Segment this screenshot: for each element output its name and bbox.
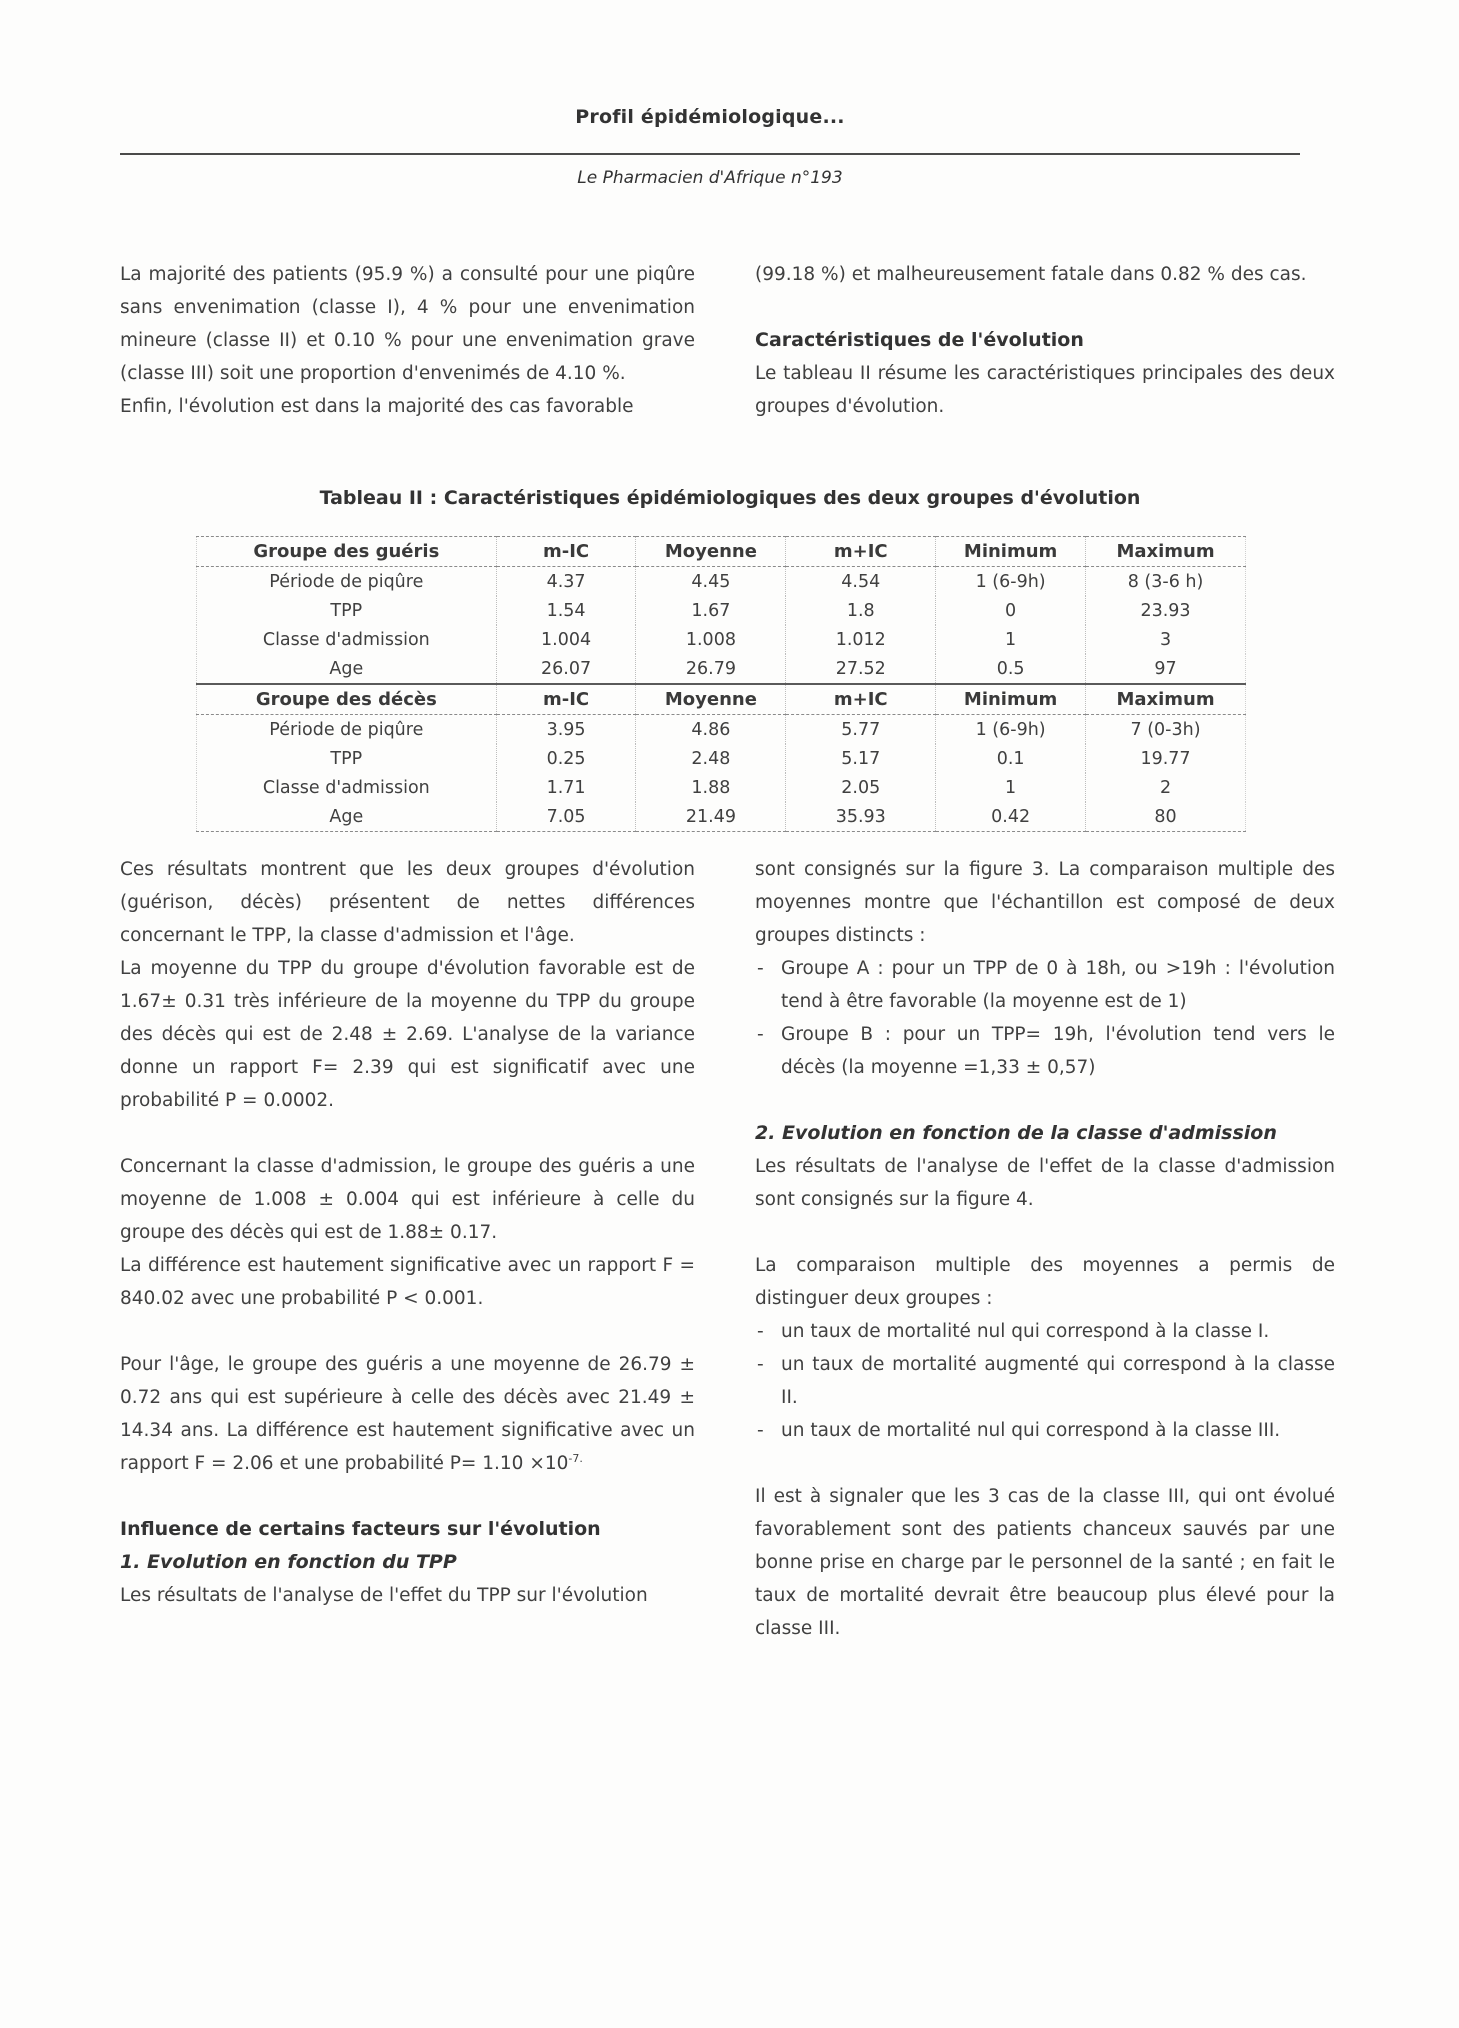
row-label: TPP	[197, 596, 497, 625]
cell: 3	[1086, 625, 1246, 654]
table-row	[197, 715, 1246, 745]
cell: 1.67	[636, 596, 786, 625]
paragraph: Concernant la classe d'admission, le groupe des guéris a une moyenne de 1.008 ± 0.004 qui est inférieure à celle du groupe des décès qui est de 1.88± 0.17.	[120, 1156, 695, 1243]
paragraph: Le tableau II résume les caractéristiques principales des deux groupes d'évolution.	[755, 363, 1335, 417]
paragraph: sont consignés sur la figure 3. La comparaison multiple des moyennes montre que l'échantillon est composé de deux groupes distincts :	[755, 859, 1335, 946]
header-divider	[120, 153, 1300, 155]
cell: 0.1	[936, 744, 1086, 773]
row-label: Période de piqûre	[197, 715, 497, 745]
column-header: m-IC	[496, 684, 636, 715]
list-item: - Groupe B : pour un TPP= 19h, l'évolution tend vers le décès (la moyenne =1,33 ± 0,57)	[755, 1018, 1335, 1084]
paragraph	[120, 1348, 695, 1480]
stats-table-container	[196, 536, 1246, 832]
table-row	[197, 596, 1246, 625]
paragraph: Ces résultats montrent que les deux groupes d'évolution (guérison, décès) présentent de nettes différences concernant le TPP, la classe d'admission et l'âge.	[120, 859, 695, 946]
paragraph: La majorité des patients (95.9 %) a consulté pour une piqûre sans envenimation (classe I), 4 % pour une envenimation mineure (classe II) et 0.10 % pour une envenimation grave (classe III) soit une proportion d'envenimés de 4.10 %.	[120, 264, 695, 384]
right-column-bottom	[755, 853, 1335, 1645]
cell: 0.5	[936, 654, 1086, 684]
cell: 0.42	[936, 802, 1086, 832]
cell: 26.07	[496, 654, 636, 684]
cell: 5.17	[786, 744, 936, 773]
paragraph: Il est à signaler que les 3 cas de la classe III, qui ont évolué favorablement sont des patients chanceux sauvés par une bonne prise en charge par le personnel de la santé ; en fait le taux de mortalité devrait être beaucoup plus élevé pour la classe III.	[755, 1486, 1335, 1639]
cell: 1.71	[496, 773, 636, 802]
cell: 35.93	[786, 802, 936, 832]
row-label: TPP	[197, 744, 497, 773]
column-header: Moyenne	[636, 684, 786, 715]
column-header: Maximum	[1086, 537, 1246, 567]
spacer	[755, 1447, 1335, 1480]
cell: 1 (6-9h)	[936, 567, 1086, 597]
paragraph-text: Pour l'âge, le groupe des guéris a une moyenne de 26.79 ± 0.72 ans qui est supérieure à celle des décès avec 21.49 ± 14.34 ans. La différence est hautement significative avec un rapport F = 2.06 et une probabilité P= 1.10 ×10	[120, 1354, 695, 1474]
cell: 26.79	[636, 654, 786, 684]
cell: 1.004	[496, 625, 636, 654]
paragraph: Les résultats de l'analyse de l'effet du TPP sur l'évolution	[120, 1585, 648, 1606]
row-label: Classe d'admission	[197, 625, 497, 654]
spacer	[755, 1084, 1335, 1117]
cell: 2	[1086, 773, 1246, 802]
stats-table	[196, 536, 1246, 832]
cell: 97	[1086, 654, 1246, 684]
column-header: m+IC	[786, 537, 936, 567]
paragraph: La différence est hautement significative avec un rapport F = 840.02 avec une probabilité P < 0.001.	[120, 1255, 695, 1309]
cell: 1.008	[636, 625, 786, 654]
cell: 1	[936, 625, 1086, 654]
list-item: - un taux de mortalité augmenté qui correspond à la classe II.	[755, 1348, 1335, 1414]
cell: 80	[1086, 802, 1246, 832]
column-header: Minimum	[936, 537, 1086, 567]
spacer	[755, 1216, 1335, 1249]
cell: 4.45	[636, 567, 786, 597]
cell: 1.54	[496, 596, 636, 625]
section-heading: Influence de certains facteurs sur l'évolution	[120, 1518, 601, 1540]
cell: 0	[936, 596, 1086, 625]
table-row	[197, 802, 1246, 832]
paragraph: La comparaison multiple des moyennes a permis de distinguer deux groupes :	[755, 1255, 1335, 1309]
column-header: Maximum	[1086, 684, 1246, 715]
subsection-heading: 1. Evolution en fonction du TPP	[120, 1551, 457, 1573]
cell: 1 (6-9h)	[936, 715, 1086, 745]
paragraph: Les résultats de l'analyse de l'effet de la classe d'admission sont consignés sur la figure 4.	[755, 1156, 1335, 1210]
page-header	[120, 106, 1300, 128]
mortality-list	[755, 1315, 1335, 1447]
group-header-row	[197, 537, 1246, 567]
group-name: Groupe des décès	[197, 684, 497, 715]
cell: 7.05	[496, 802, 636, 832]
cell: 4.54	[786, 567, 936, 597]
row-label: Age	[197, 802, 497, 832]
table-row	[197, 773, 1246, 802]
paragraph: Enfin, l'évolution est dans la majorité des cas favorable	[120, 396, 634, 417]
table-row	[197, 744, 1246, 773]
column-header: Moyenne	[636, 537, 786, 567]
paragraph: (99.18 %) et malheureusement fatale dans 0.82 % des cas.	[755, 264, 1307, 285]
journal-name: Le Pharmacien d'Afrique n°193	[577, 168, 843, 188]
cell: 27.52	[786, 654, 936, 684]
right-column-top	[755, 258, 1335, 423]
cell: 1.012	[786, 625, 936, 654]
row-label: Classe d'admission	[197, 773, 497, 802]
list-item: - un taux de mortalité nul qui correspond à la classe I.	[755, 1315, 1335, 1348]
running-title: Profil épidémiologique...	[575, 106, 845, 128]
cell: 23.93	[1086, 596, 1246, 625]
cell: 2.05	[786, 773, 936, 802]
list-item: - un taux de mortalité nul qui correspond à la classe III.	[755, 1414, 1335, 1447]
spacer	[120, 1315, 695, 1348]
cell: 1.8	[786, 596, 936, 625]
cell: 19.77	[1086, 744, 1246, 773]
column-header: Minimum	[936, 684, 1086, 715]
left-column-top	[120, 258, 695, 423]
table-row	[197, 625, 1246, 654]
column-header: m-IC	[496, 537, 636, 567]
cell: 2.48	[636, 744, 786, 773]
exponent: -7.	[568, 1451, 583, 1465]
row-label: Période de piqûre	[197, 567, 497, 597]
cell: 4.86	[636, 715, 786, 745]
cell: 0.25	[496, 744, 636, 773]
cell: 8 (3-6 h)	[1086, 567, 1246, 597]
cell: 3.95	[496, 715, 636, 745]
left-column-bottom	[120, 853, 695, 1612]
cell: 1.88	[636, 773, 786, 802]
column-header: m+IC	[786, 684, 936, 715]
spacer	[120, 1480, 695, 1513]
cell: 4.37	[496, 567, 636, 597]
list-item: - Groupe A : pour un TPP de 0 à 18h, ou >19h : l'évolution tend à être favorable (la moyenne est de 1)	[755, 952, 1335, 1018]
cell: 5.77	[786, 715, 936, 745]
paragraph: La moyenne du TPP du groupe d'évolution favorable est de 1.67± 0.31 très inférieure de la moyenne du TPP du groupe des décès qui est de 2.48 ± 2.69. L'analyse de la variance donne un rapport F= 2.39 qui est significatif avec une probabilité P = 0.0002.	[120, 958, 695, 1111]
cell: 1	[936, 773, 1086, 802]
section-heading: Caractéristiques de l'évolution	[755, 329, 1084, 351]
cell: 7 (0-3h)	[1086, 715, 1246, 745]
spacer	[120, 1117, 695, 1150]
table-row	[197, 567, 1246, 597]
table-row	[197, 654, 1246, 684]
row-label: Age	[197, 654, 497, 684]
spacer	[755, 291, 1335, 324]
group-header-row	[197, 684, 1246, 715]
table-caption: Tableau II : Caractéristiques épidémiologiques des deux groupes d'évolution	[319, 487, 1141, 509]
group-list	[755, 952, 1335, 1084]
group-name: Groupe des guéris	[197, 537, 497, 567]
cell: 21.49	[636, 802, 786, 832]
subsection-heading: 2. Evolution en fonction de la classe d'admission	[755, 1122, 1277, 1144]
